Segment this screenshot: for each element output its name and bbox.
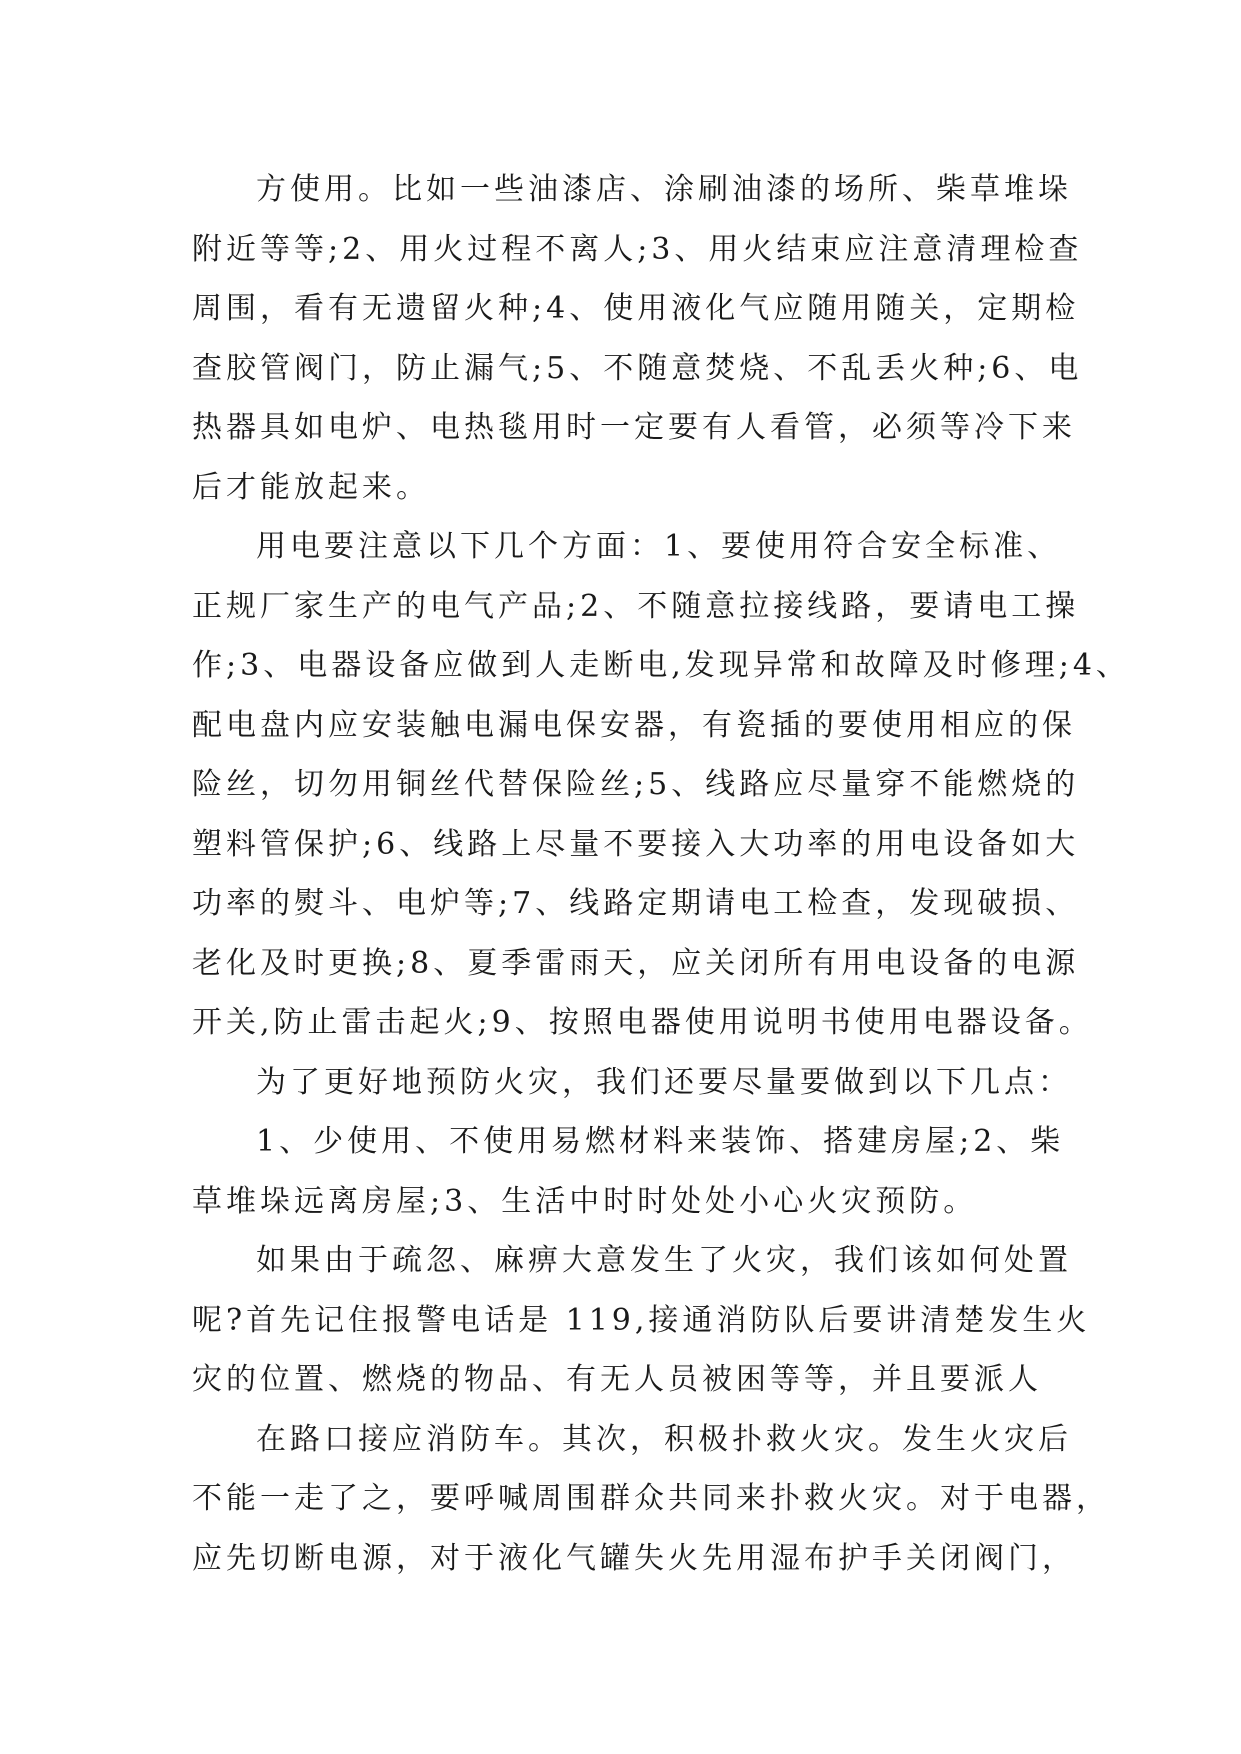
text-line: 草堆垛远离房屋;3、生活中时时处处小心火灾预防。 xyxy=(192,1183,978,1219)
text-line: 老化及时更换;8、夏季雷雨天，应关闭所有用电设备的电源 xyxy=(192,945,1080,981)
text-line: 不能一走了之，要呼喊周围群众共同来扑救火灾。对于电器， xyxy=(192,1481,1110,1516)
text-line: 开关,防止雷击起火;9、按照电器使用说明书使用电器设备。 xyxy=(192,1005,1093,1040)
text-line: 如果由于疏忽、麻痹大意发生了火灾，我们该如何处置 xyxy=(256,1243,1072,1278)
text-line: 配电盘内应安装触电漏电保安器，有瓷插的要使用相应的保 xyxy=(192,707,1076,743)
text-line: 险丝，切勿用铜丝代替保险丝;5、线路应尽量穿不能燃烧的 xyxy=(192,767,1080,802)
text-line: 用电要注意以下几个方面：1、要使用符合安全标准、 xyxy=(256,529,1062,564)
text-line: 呢?首先记住报警电话是 119,接通消防队后要讲清楚发生火 xyxy=(192,1302,1091,1338)
text-line: 周围，看有无遗留火种;4、使用液化气应随用随关，定期检 xyxy=(192,291,1080,326)
document-body xyxy=(192,160,1130,1588)
text-line: 为了更好地预防火灾，我们还要尽量要做到以下几点： xyxy=(256,1064,1072,1100)
text-line: 1、少使用、不使用易燃材料来装饰、搭建房屋;2、柴 xyxy=(256,1124,1065,1159)
text-line: 正规厂家生产的电气产品;2、不随意拉接线路，要请电工操 xyxy=(192,588,1080,624)
text-line: 查胶管阀门，防止漏气;5、不随意焚烧、不乱丢火种;6、电 xyxy=(192,350,1083,386)
text-line: 附近等等;2、用火过程不离人;3、用火结束应注意清理检查 xyxy=(192,231,1083,267)
text-line: 作;3、电器设备应做到人走断电,发现异常和故障及时修理;4、 xyxy=(192,648,1130,683)
text-line: 应先切断电源，对于液化气罐失火先用湿布护手关闭阀门， xyxy=(192,1540,1076,1576)
text-line: 后才能放起来。 xyxy=(192,469,430,505)
text-line: 功率的熨斗、电炉等;7、线路定期请电工检查，发现破损、 xyxy=(192,886,1080,921)
text-line: 热器具如电炉、电热毯用时一定要有人看管，必须等冷下来 xyxy=(192,410,1076,445)
text-line: 方使用。比如一些油漆店、涂刷油漆的场所、柴草堆垛 xyxy=(256,172,1072,207)
text-line: 在路口接应消防车。其次，积极扑救火灾。发生火灾后 xyxy=(256,1421,1072,1457)
text-line: 灾的位置、燃烧的物品、有无人员被困等等，并且要派人 xyxy=(192,1362,1042,1397)
text-line: 塑料管保护;6、线路上尽量不要接入大功率的用电设备如大 xyxy=(192,826,1080,862)
